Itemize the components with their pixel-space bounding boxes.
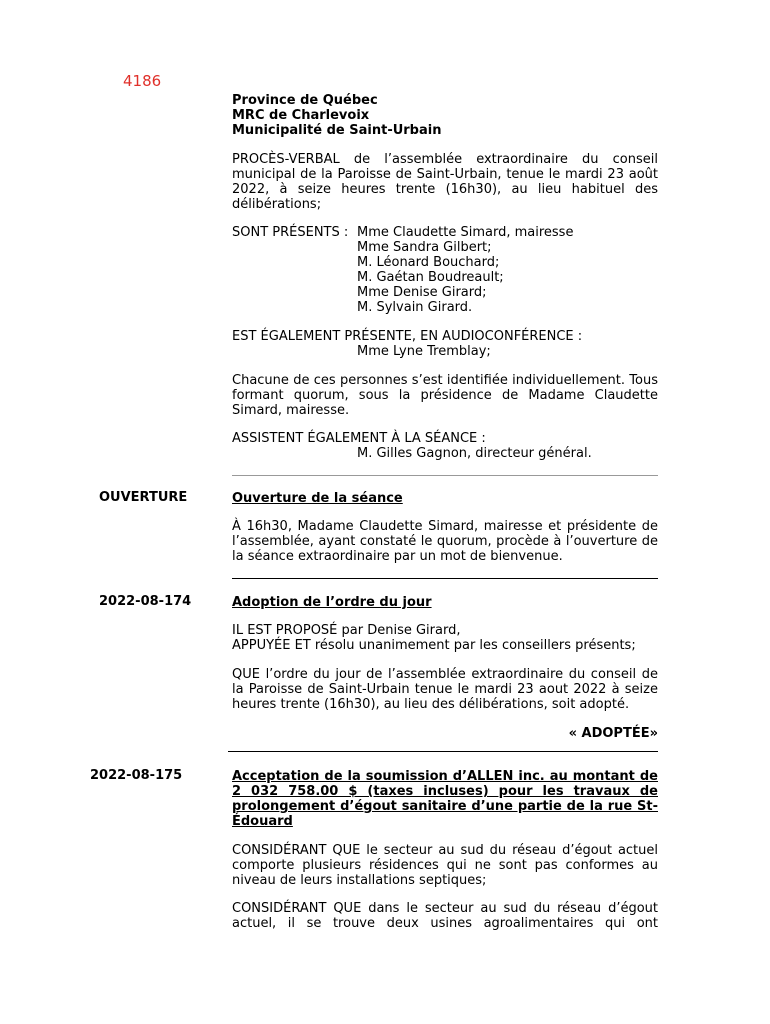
presents-member: Mme Claudette Simard, mairesse bbox=[357, 225, 574, 240]
page-number: 4186 bbox=[123, 72, 162, 90]
assist-block bbox=[232, 431, 658, 461]
audio-member: Mme Lyne Tremblay; bbox=[357, 344, 491, 359]
section-title-ouverture: Ouverture de la séance bbox=[232, 491, 403, 506]
side-label-175: 2022-08-175 bbox=[90, 768, 183, 783]
section-title-174: Adoption de l’ordre du jour bbox=[232, 595, 432, 610]
presents-member: Mme Sandra Gilbert; bbox=[357, 240, 492, 255]
adopted-label: « ADOPTÉE» bbox=[568, 726, 658, 741]
resolution-175-p2: CONSIDÉRANT QUE dans le secteur au sud du réseau d’égout actuel, il se trouve deux usines agroalimentaires qui ont bbox=[232, 901, 658, 931]
resolution-174-text: QUE l’ordre du jour de l’assemblée extraordinaire du conseil de la Paroisse de Saint-Urbain tenue le mardi 23 aout 2022 à seize heures trente (16h30), au lieu des délibérations, soit adopté. bbox=[232, 667, 658, 712]
divider bbox=[232, 578, 658, 579]
resolution-175-p1: CONSIDÉRANT QUE le secteur au sud du réseau d’égout actuel comporte plusieurs résidences qui ne sont pas conformes au niveau de leurs installations septiques; bbox=[232, 843, 658, 888]
header-mrc: MRC de Charlevoix bbox=[232, 108, 370, 123]
intro-paragraph: PROCÈS-VERBAL de l’assemblée extraordinaire du conseil municipal de la Paroisse de Saint-Urbain, tenue le mardi 23 août 2022, à seize heures trente (16h30), au lieu habituel des délibérations; bbox=[232, 152, 658, 212]
presents-member: M. Léonard Bouchard; bbox=[357, 255, 500, 270]
side-label-ouverture: OUVERTURE bbox=[99, 490, 188, 505]
header-province: Province de Québec bbox=[232, 93, 378, 108]
seconded-line: APPUYÉE ET résolu unanimement par les conseillers présents; bbox=[232, 638, 636, 653]
document-header bbox=[232, 93, 658, 138]
presents-block bbox=[232, 225, 658, 315]
assist-member: M. Gilles Gagnon, directeur général. bbox=[357, 446, 592, 461]
side-label-174: 2022-08-174 bbox=[99, 594, 192, 609]
proposed-line: IL EST PROPOSÉ par Denise Girard, bbox=[232, 623, 461, 638]
presents-label: SONT PRÉSENTS : bbox=[232, 225, 349, 240]
audio-block bbox=[232, 329, 658, 359]
header-municipality: Municipalité de Saint-Urbain bbox=[232, 123, 442, 138]
divider bbox=[232, 475, 658, 476]
presents-member: M. Gaétan Boudreault; bbox=[357, 270, 504, 285]
divider bbox=[228, 751, 658, 752]
motion-174 bbox=[232, 623, 658, 653]
section-title-175: Acceptation de la soumission d’ALLEN inc. au montant de 2 032 758.00 $ (taxes incluses) pour les travaux de prolongement d’égout sanitaire d’une partie de la rue St-Édouard bbox=[232, 769, 658, 829]
presents-member: M. Sylvain Girard. bbox=[357, 300, 473, 315]
assist-label: ASSISTENT ÉGALEMENT À LA SÉANCE : bbox=[232, 431, 486, 446]
audio-label: EST ÉGALEMENT PRÉSENTE, EN AUDIOCONFÉRENCE : bbox=[232, 329, 583, 344]
ouverture-paragraph: À 16h30, Madame Claudette Simard, mairesse et présidente de l’assemblée, ayant constaté le quorum, procède à l’ouverture de la séance extraordinaire par un mot de bienvenue. bbox=[232, 519, 658, 564]
quorum-paragraph: Chacune de ces personnes s’est identifiée individuellement. Tous formant quorum, sous la présidence de Madame Claudette Simard, mairesse. bbox=[232, 373, 658, 418]
presents-member: Mme Denise Girard; bbox=[357, 285, 487, 300]
